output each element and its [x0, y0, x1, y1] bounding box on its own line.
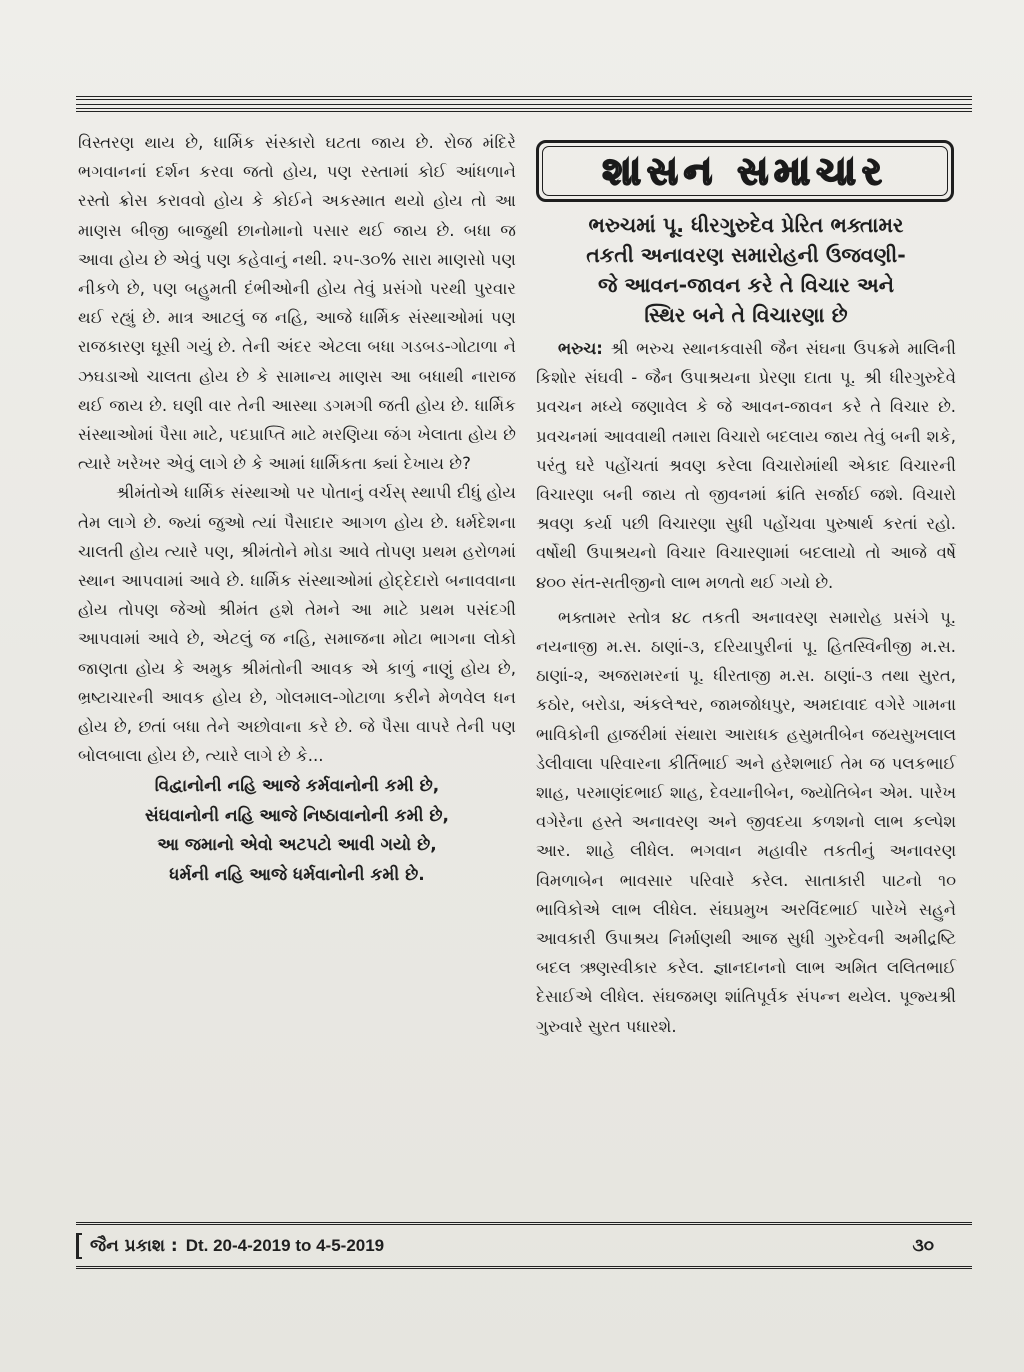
issue-date: Dt. 20-4-2019 to 4-5-2019	[185, 1236, 385, 1255]
headline-line: તકતી અનાવરણ સમારોહની ઉજવણી-	[586, 243, 906, 267]
article-paragraph-2: ભક્તામર સ્તોત્ર ૪૮ તકતી અનાવરણ સમારોહ પ્રસંગે પૂ. નયનાજી મ.સ. ઠાણાં-૩, દરિયાપુરીનાં પૂ. હિતસ્વિનીજી મ.સ. ઠાણાં-૨, અજરામરનાં પૂ. ધીરતાજી મ.સ. ઠાણાં-૩ તથા સુરત, કઠોર, બરોડા, અંકલેશ્વર, જામજોધપુર, અમદાવાદ વગેરે ગામના ભાવિકોની હાજરીમાં સંથારા આરાધક હસુમતીબેન જયસુખલાલ ડેલીવાલા પરિવારના કીર્તિભાઈ અને હરેશભાઈ તેમ જ પલકભાઈ શાહ, પરમાણંદભાઈ શાહ, દેવયાનીબેન, જ્યોતિબેન એમ. પારેખ વગેરેના હસ્તે અનાવરણ અને જીવદયા કળશનો લાભ કલ્પેશ આર. શાહે લીધેલ. ભગવાન મહાવીર તકતીનું અનાવરણ વિમળાબેન ભાવસાર પરિવારે કરેલ. સાતાકારી પાટનો ૧૦ ભાવિકોએ લાભ લીધેલ. સંઘપ્રમુખ અરવિંદભાઈ પારેખે સહુને આવકારી ઉપાશ્રય નિર્માણથી આજ સુધી ગુરુદેવની અમીદ્રષ્ટિ બદલ ઋણસ્વીકાર કરેલ. જ્ઞાનદાનનો લાભ અમિત લલિતભાઈ દેસાઈએ લીધેલ. સંઘજમણ શાંતિપૂર્વક સંપન્ન થયેલ. પૂજ્યશ્રી ગુરુવારે સુરત પધારશે.	[536, 607, 956, 1036]
right-column	[536, 140, 956, 1041]
publication-name: જૈન પ્રકાશ :	[90, 1236, 178, 1256]
left-column	[78, 128, 516, 890]
footer-bottom-rule	[76, 1266, 972, 1272]
dateline: ભરુચ:	[558, 339, 603, 358]
poem-stanza	[78, 772, 516, 890]
article-body	[536, 334, 956, 1041]
article-paragraph-1-text: શ્રી ભરુચ સ્થાનકવાસી જૈન સંઘના ઉપક્રમે માલિની કિશોર સંઘવી - જૈન ઉપાશ્રયના પ્રેરણા દાતા પૂ. શ્રી ધીરગુરુદેવે પ્રવચન મધ્યે જણાવેલ કે જે આવન-જાવન કરે તે વિચાર છે. પ્રવચનમાં આવવાથી તમારા વિચારો બદલાય જાય તેવું બની શકે, પરંતુ ઘરે પહોંચતાં શ્રવણ કરેલા વિચારોમાંથી એકાદ વિચારની વિચારણા બની જાય તો જીવનમાં ક્રાંતિ સર્જાઈ જશે. વિચારો શ્રવણ કર્યા પછી વિચારણા સુધી પહોંચવા પુરુષાર્થ કરતાં રહો. વર્ષોથી ઉપાશ્રયનો વિચાર વિચારણામાં બદલાયો તો આજે વર્ષે ૪૦૦ સંત-સતીજીનો લાભ મળતો થઈ ગયો છે.	[536, 339, 956, 592]
footer-bracket-ornament	[76, 1233, 82, 1259]
footer-top-rule	[76, 1222, 972, 1229]
article-paragraph-1	[536, 334, 956, 597]
page-number: ૩૦	[912, 1236, 934, 1255]
headline-line: જે આવન-જાવન કરે તે વિચાર અને	[597, 273, 895, 297]
headline-line: સ્થિર બને તે વિચારણા છે	[644, 303, 848, 327]
masthead-title: શાસન સમાચાર	[602, 148, 888, 193]
headline-line: ભરુચમાં પૂ. ધીરગુરુદેવ પ્રેરિત ભક્તામર	[588, 213, 904, 237]
poem-line: ધર્મની નહિ આજે ધર્મવાનોની કમી છે.	[169, 864, 425, 885]
page-footer	[76, 1230, 972, 1262]
poem-line: વિદ્વાનોની નહિ આજે કર્મવાનોની કમી છે,	[154, 776, 440, 797]
section-masthead	[536, 140, 954, 202]
article-headline	[536, 210, 956, 330]
poem-line: સંઘવાનોની નહિ આજે નિષ્ઠાવાનોની કમી છે,	[145, 805, 449, 826]
header-double-rule	[76, 96, 972, 112]
left-paragraph-2: શ્રીમંતોએ ધાર્મિક સંસ્થાઓ પર પોતાનું વર્ચસ્ સ્થાપી દીધું હોય તેમ લાગે છે. જ્યાં જુઓ ત્યાં પૈસાદાર આગળ હોય છે. ધર્મદેશના ચાલતી હોય ત્યારે પણ, શ્રીમંતોને મોડા આવે તોપણ પ્રથમ હરોળમાં સ્થાન આપવામાં આવે છે. ધાર્મિક સંસ્થાઓમાં હોદ્દેદારો બનાવવાના હોય તોપણ જેઓ શ્રીમંત હશે તેમને આ માટે પ્રથમ પસંદગી આપવામાં આવે છે, એટલું જ નહિ, સમાજના મોટા ભાગના લોકો જાણતા હોય કે અમુક શ્રીમંતોની આવક એ કાળું નાણું હોય છે, ભ્રષ્ટાચારની આવક હોય છે, ગોલમાલ-ગોટાળા કરીને મેળવેલ ધન હોય છે, છતાં બધા તેને અછોવાના કરે છે. જે પૈસા વાપરે તેની પણ બોલબાલા હોય છે, ત્યારે લાગે છે કે...	[78, 483, 516, 766]
left-paragraph-1: વિસ્તરણ થાય છે, ધાર્મિક સંસ્કારો ઘટતા જાય છે. રોજ મંદિરે ભગવાનનાં દર્શન કરવા જતો હોય, પણ રસ્તામાં કોઈ આંધળાને રસ્તો ક્રોસ કરાવવો હોય કે કોઈને અકસ્માત થયો હોય તો આ માણસ બીજી બાજુથી છાનોમાનો પસાર થઈ જાય છે. બધા જ આવા હોય છે એવું પણ કહેવાનું નથી. ૨૫-૩૦% સારા માણસો પણ નીકળે છે, પણ બહુમતી દંભીઓની હોય તેવું પ્રસંગો પરથી પુરવાર થઈ રહ્યું છે. માત્ર આટલું જ નહિ, આજે ધાર્મિક સંસ્થાઓમાં પણ રાજકારણ ઘૂસી ગયું છે. તેની અંદર એટલા બધા ગડબડ-ગોટાળા ને ઝઘડાઓ ચાલતા હોય છે કે સામાન્ય માણસ આ બધાથી નારાજ થઈ જાય છે. ઘણી વાર તેની આસ્થા ડગમગી જતી હોય છે. ધાર્મિક સંસ્થાઓમાં પૈસા માટે, પદપ્રાપ્તિ માટે મરણિયા જંગ ખેલાતા હોય છે ત્યારે ખરેખર એવું લાગે છે કે આમાં ધાર્મિકતા ક્યાં દેખાય છે?	[78, 133, 516, 474]
footer-publication-info	[76, 1233, 384, 1259]
poem-line: આ જમાનો એવો અટપટો આવી ગયો છે,	[157, 835, 437, 856]
